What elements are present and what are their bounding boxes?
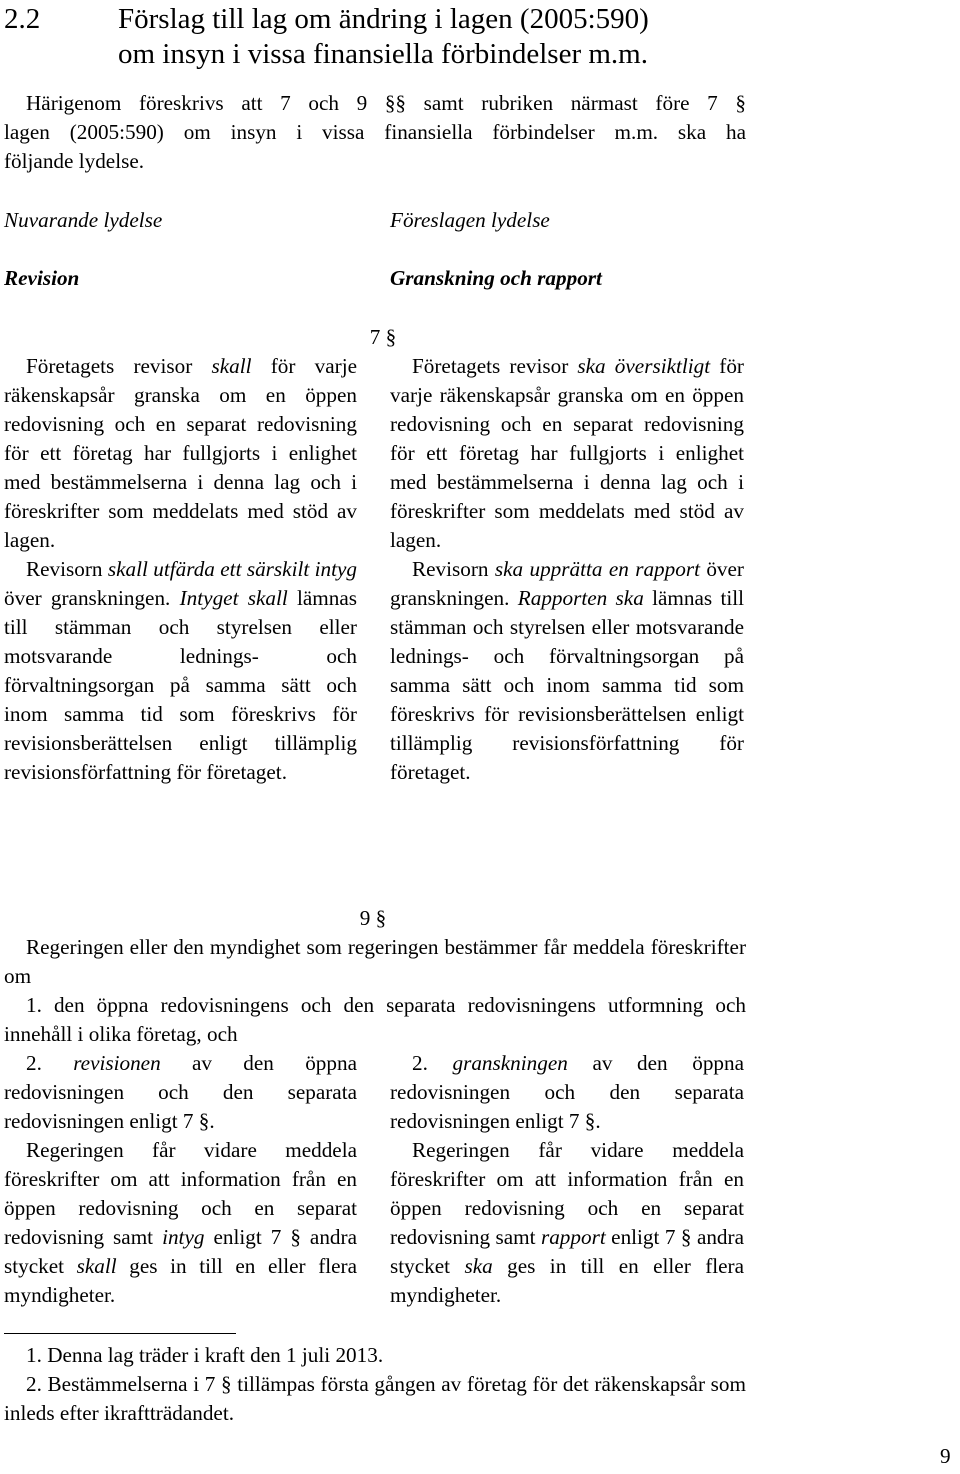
paragraph-7-current-p1: Företagets revisor skall för varje räkenskapsår granska om en öppen redovisning och en separat redovisning för ett företag har fullgjorts i enlighet med bestämmelserna i denna lag och i föreskrifter som meddelats med stöd av lagen. <box>4 354 357 552</box>
paragraph-7-proposed-text <box>390 352 744 787</box>
paragraph-7-proposed-p2: Revisorn ska upprätta en rapport över granskningen. Rapporten ska lämnas till stämman och styrelsen eller motsvarande lednings- och förvaltningsorgan på samma sätt och inom samma tid som föreskrivs för revisionsberättelsen enligt tillämplig revisionsförfattning för företaget. <box>390 557 744 784</box>
paragraph-9-label: 9 § <box>359 906 387 930</box>
left-rubric: Revision <box>4 266 80 290</box>
separator-line <box>4 1333 236 1334</box>
section-title-line2: om insyn i vissa finansiella förbindelser m.m. <box>118 38 648 70</box>
paragraph-9-proposed-p: Regeringen får vidare meddela föreskrifter om att information från en öppen redovisning och en separat redovisning samt rapport enligt 7 § andra stycket ska ges in till en eller flera myndigheter. <box>390 1138 744 1307</box>
transitional-item2: 2. Bestämmelserna i 7 § tillämpas första gången av företag för det räkenskapsår som inleds efter ikraftträdandet. <box>4 1372 746 1425</box>
left-column-heading: Nuvarande lydelse <box>4 208 163 232</box>
paragraph-9-proposed-text <box>390 1049 744 1310</box>
section-number: 2.2 <box>4 3 41 35</box>
paragraph-7-current-text <box>4 352 357 787</box>
paragraph-9-shared-text <box>4 933 746 1049</box>
right-column-heading: Föreslagen lydelse <box>390 208 550 232</box>
intro-line1: Härigenom föreskrivs att 7 och 9 §§ samt rubriken närmast före 7 § <box>26 91 746 115</box>
paragraph-9-item1: 1. den öppna redovisningens och den separata redovisningens utformning och innehåll i olika företag, och <box>4 993 746 1046</box>
paragraph-9-intro: Regeringen eller den myndighet som regeringen bestämmer får meddela föreskrifter om <box>4 935 746 988</box>
intro-line3: följande lydelse. <box>4 149 145 173</box>
page-number: 9 <box>940 1444 951 1468</box>
transitional-provisions <box>4 1341 746 1428</box>
paragraph-7-current-p2: Revisorn skall utfärda ett särskilt intyg över granskningen. Intyget skall lämnas till stämman och styrelsen eller motsvarande lednings- och förvaltningsorgan på samma sätt och inom samma tid som föreskrivs för revisionsberättelsen enligt tillämplig revisionsförfattning för företaget. <box>4 557 358 784</box>
paragraph-9-proposed-item2: 2. granskningen av den öppna redovisningen och den separata redovisningen enligt 7 §. <box>390 1051 745 1133</box>
paragraph-9-current-text <box>4 1049 357 1310</box>
paragraph-7-label: 7 § <box>369 325 397 349</box>
section-title-line1: Förslag till lag om ändring i lagen (2005:590) <box>118 3 649 35</box>
paragraph-9-current-item2: 2. revisionen av den öppna redovisningen och den separata redovisningen enligt 7 §. <box>4 1051 357 1133</box>
paragraph-9-current-p: Regeringen får vidare meddela föreskrifter om att information från en öppen redovisning och en separat redovisning samt intyg enligt 7 § andra stycket skall ges in till en eller flera myndigheter. <box>4 1138 357 1307</box>
paragraph-7-proposed-p1: Företagets revisor ska översiktligt för varje räkenskapsår granska om en öppen redovisning och en separat redovisning för ett företag har fullgjorts i enlighet med bestämmelserna i denna lag och i föreskrifter som meddelats med stöd av lagen. <box>390 354 744 552</box>
transitional-item1: 1. Denna lag träder i kraft den 1 juli 2013. <box>26 1343 384 1367</box>
right-rubric: Granskning och rapport <box>390 266 602 290</box>
intro-line2: lagen (2005:590) om insyn i vissa finansiella förbindelser m.m. ska ha <box>4 120 746 144</box>
